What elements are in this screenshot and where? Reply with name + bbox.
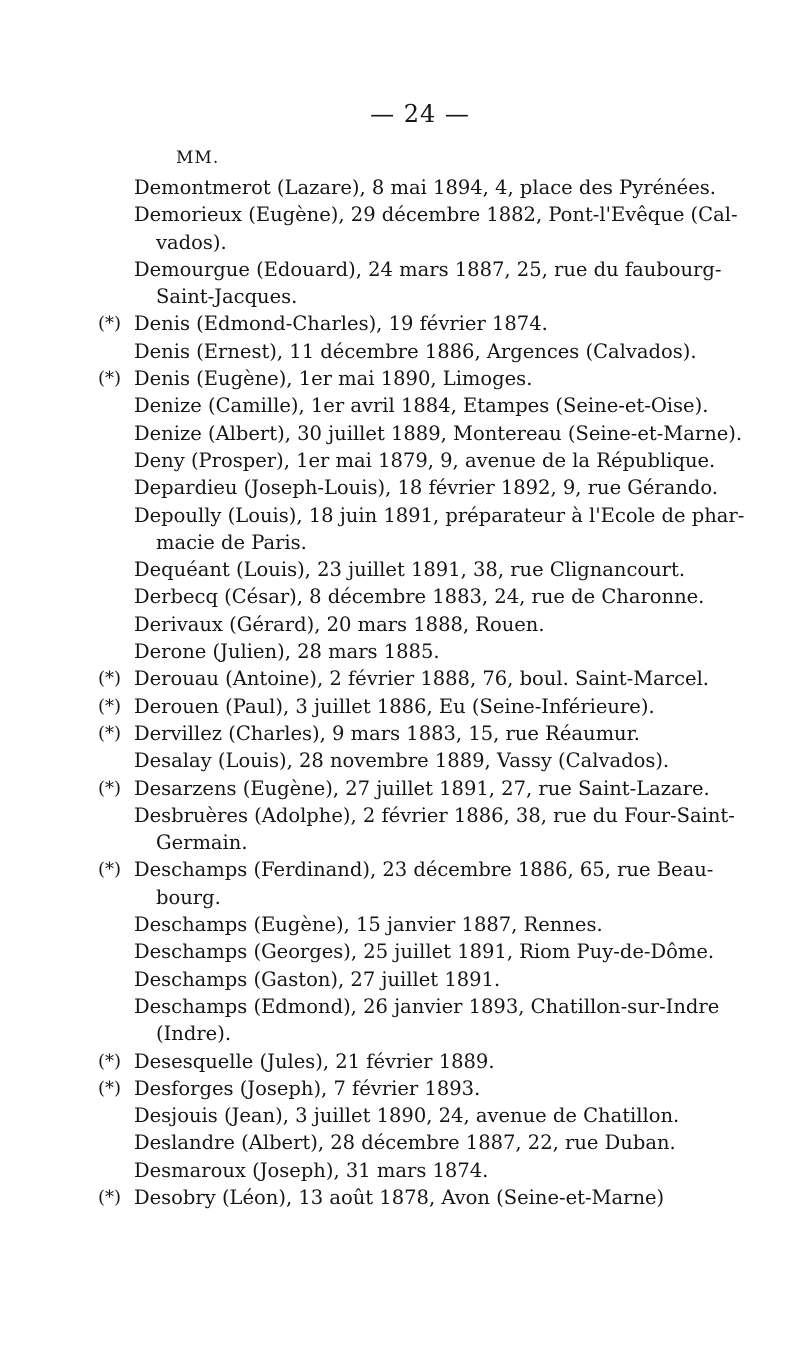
entry-text: Demourgue (Edouard), 24 mars 1887, 25, rue du faubourg- xyxy=(134,257,722,281)
list-item xyxy=(98,638,770,665)
entry-list xyxy=(98,174,770,1211)
list-item xyxy=(98,1102,770,1129)
list-item xyxy=(98,474,770,501)
honorific-prefix: MM. xyxy=(176,148,220,168)
entry-marker: (*) xyxy=(98,668,122,690)
list-item xyxy=(98,938,770,965)
entry-text: Derouau (Antoine), 2 février 1888, 76, boul. Saint-Marcel. xyxy=(134,667,710,691)
entry-text: Denis (Edmond-Charles), 19 février 1874. xyxy=(134,312,548,336)
list-item xyxy=(98,1075,770,1102)
list-item xyxy=(98,693,770,720)
entry-text: Desjouis (Jean), 3 juillet 1890, 24, avenue de Chatillon. xyxy=(134,1104,680,1128)
entry-text: Demontmerot (Lazare), 8 mai 1894, 4, place des Pyrénées. xyxy=(134,176,716,199)
entry-marker: (*) xyxy=(98,368,122,390)
entry-text: Dervillez (Charles), 9 mars 1883, 15, rue Réaumur. xyxy=(134,721,640,745)
entry-marker: (*) xyxy=(98,1077,122,1099)
entry-marker: (*) xyxy=(98,777,122,799)
entry-text: Dequéant (Louis), 23 juillet 1891, 38, rue Clignancourt. xyxy=(134,558,686,582)
entry-text: Denize (Albert), 30 juillet 1889, Montereau (Seine-et-Marne). xyxy=(134,421,743,445)
list-item xyxy=(98,447,770,474)
page-number: — 24 — xyxy=(370,100,470,128)
list-item xyxy=(98,856,770,911)
list-item xyxy=(98,611,770,638)
entry-text: Demorieux (Eugène), 29 décembre 1882, Pont-l'Evêque (Cal- xyxy=(134,203,738,227)
list-item xyxy=(98,802,770,857)
list-item xyxy=(98,174,770,201)
list-item xyxy=(98,1157,770,1184)
entry-marker: (*) xyxy=(98,695,122,717)
entry-text: Depardieu (Joseph-Louis), 18 février 1892, 9, rue Gérando. xyxy=(134,476,719,500)
entry-marker: (*) xyxy=(98,313,122,335)
entry-text: Denis (Eugène), 1er mai 1890, Limoges. xyxy=(134,367,533,391)
list-item xyxy=(98,556,770,583)
entry-text: Deschamps (Eugène), 15 janvier 1887, Rennes. xyxy=(134,913,603,937)
entry-continuation: macie de Paris. xyxy=(156,530,307,554)
entry-text: Deschamps (Edmond), 26 janvier 1893, Chatillon-sur-Indre xyxy=(134,994,720,1018)
entry-text: Deny (Prosper), 1er mai 1879, 9, avenue de la République. xyxy=(134,448,716,472)
entry-text: Derone (Julien), 28 mars 1885. xyxy=(134,640,440,664)
entry-text: Deschamps (Ferdinand), 23 décembre 1886, 65, rue Beau- xyxy=(134,858,714,882)
entry-text: Desforges (Joseph), 7 février 1893. xyxy=(134,1076,481,1100)
entry-continuation: (Indre). xyxy=(156,1022,232,1046)
list-item xyxy=(98,993,770,1048)
entry-marker: (*) xyxy=(98,722,122,744)
entry-text: Desesquelle (Jules), 21 février 1889. xyxy=(134,1049,495,1073)
entry-text: Derbecq (César), 8 décembre 1883, 24, rue de Charonne. xyxy=(134,585,705,609)
entry-marker: (*) xyxy=(98,1186,122,1208)
list-item xyxy=(98,911,770,938)
entry-text: Deschamps (Georges), 25 juillet 1891, Riom Puy-de-Dôme. xyxy=(134,940,715,964)
entry-text: Desalay (Louis), 28 novembre 1889, Vassy (Calvados). xyxy=(134,749,670,773)
list-item xyxy=(98,338,770,365)
list-item xyxy=(98,1184,770,1211)
entry-text: Denis (Ernest), 11 décembre 1886, Argences (Calvados). xyxy=(134,339,697,363)
list-item xyxy=(98,420,770,447)
entry-text: Desmaroux (Joseph), 31 mars 1874. xyxy=(134,1158,489,1182)
entry-text: Denize (Camille), 1er avril 1884, Etampes (Seine-et-Oise). xyxy=(134,394,709,418)
list-item xyxy=(98,747,770,774)
list-item xyxy=(98,502,770,557)
entry-text: Desbruères (Adolphe), 2 février 1886, 38, rue du Four-Saint- xyxy=(134,803,735,827)
list-item xyxy=(98,775,770,802)
list-item xyxy=(98,201,770,256)
entry-text: Desarzens (Eugène), 27 juillet 1891, 27, rue Saint-Lazare. xyxy=(134,776,710,800)
list-item xyxy=(98,1048,770,1075)
list-item xyxy=(98,392,770,419)
entry-text: Derivaux (Gérard), 20 mars 1888, Rouen. xyxy=(134,612,545,636)
entry-text: Deslandre (Albert), 28 décembre 1887, 22, rue Duban. xyxy=(134,1131,676,1155)
entry-marker: (*) xyxy=(98,859,122,881)
list-item xyxy=(98,720,770,747)
list-item xyxy=(98,665,770,692)
entry-continuation: Germain. xyxy=(156,831,248,855)
list-item xyxy=(98,966,770,993)
entry-continuation: Saint-Jacques. xyxy=(156,285,298,309)
entry-continuation: bourg. xyxy=(156,885,221,909)
entry-marker: (*) xyxy=(98,1050,122,1072)
list-item xyxy=(98,256,770,311)
list-item xyxy=(98,310,770,337)
list-item xyxy=(98,583,770,610)
entry-text: Deschamps (Gaston), 27 juillet 1891. xyxy=(134,967,501,991)
entry-text: Depoully (Louis), 18 juin 1891, préparateur à l'Ecole de phar- xyxy=(134,503,745,527)
entry-continuation: vados). xyxy=(156,230,227,254)
entry-text: Derouen (Paul), 3 juillet 1886, Eu (Seine-Inférieure). xyxy=(134,694,655,718)
list-item xyxy=(98,365,770,392)
list-item xyxy=(98,1129,770,1156)
entry-text: Desobry (Léon), 13 août 1878, Avon (Seine-et-Marne) xyxy=(134,1185,665,1209)
